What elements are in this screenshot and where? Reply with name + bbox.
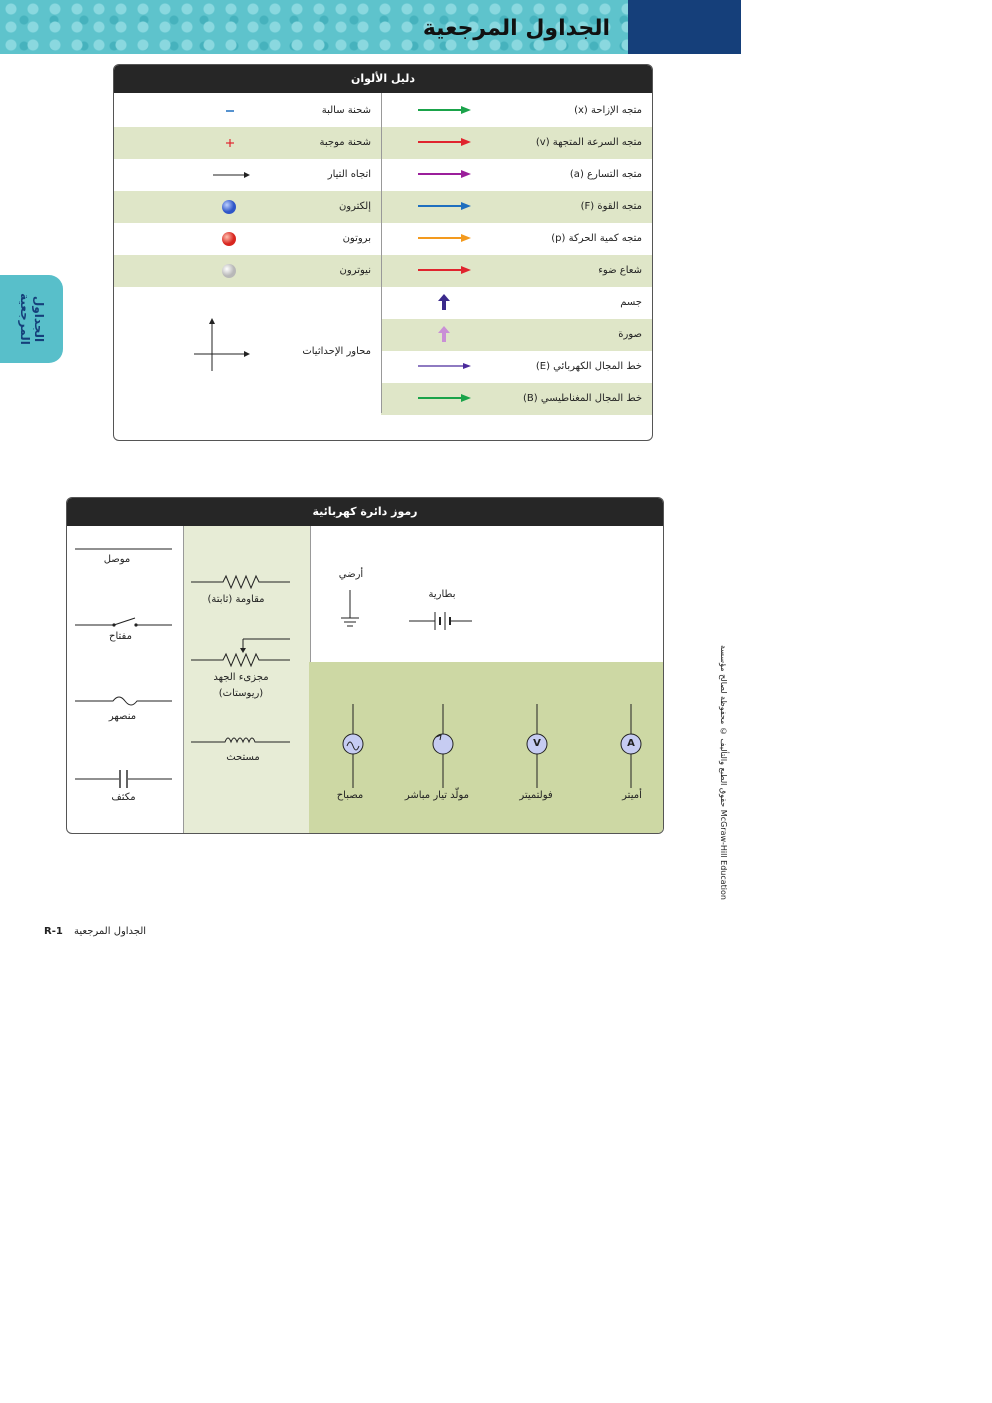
light-ray-arrow-icon: [417, 265, 473, 275]
color-guide-row: [381, 255, 652, 287]
side-tab[interactable]: [0, 275, 63, 363]
color-guide-label: متجه كمية الحركة (p): [551, 233, 642, 244]
force-arrow-icon: [417, 201, 473, 211]
voltmeter-letter: V: [533, 738, 541, 749]
ammeter-label: أميتر: [622, 790, 642, 801]
color-guide-label: جسم: [620, 297, 642, 308]
color-guide-row: [381, 319, 652, 351]
circuit-symbols-box: [66, 497, 664, 834]
color-guide-row: [114, 95, 381, 127]
page-footer: [44, 926, 146, 937]
color-guide-row: [381, 287, 652, 319]
battery-symbol-icon: [409, 610, 473, 632]
color-guide-label: شحنة سالبة: [321, 105, 371, 116]
footer-text: الجداول المرجعية: [74, 926, 147, 937]
color-guide-divider: [381, 93, 382, 413]
color-guide-label: متجه السرعة المتجهة (v): [535, 137, 642, 148]
current-direction-arrow-icon: [212, 170, 252, 180]
dc-generator-label: مولّد تيار مباشر: [404, 790, 469, 801]
voltmeter-label: فولتميتر: [519, 790, 553, 801]
color-guide-row: [114, 159, 381, 191]
color-guide-label: صورة: [618, 329, 642, 340]
capacitor-symbol-icon: [75, 769, 173, 789]
axes-label: محاور الإحداثيات: [302, 346, 371, 357]
color-guide-row: [114, 223, 381, 255]
conductor-label: موصل: [103, 554, 131, 565]
electron-sphere-icon: [221, 199, 237, 215]
lamp-label: مصباح: [336, 790, 364, 801]
resistor-label: مقاومة (ثابتة): [207, 594, 265, 605]
switch-label: مفتاح: [109, 631, 132, 642]
switch-symbol-icon: [75, 615, 173, 629]
capacitor-label: مكثف: [111, 792, 136, 803]
resistor-symbol-icon: [191, 574, 291, 590]
page-title: الجداول المرجعية: [422, 16, 610, 41]
acceleration-arrow-icon: [417, 169, 473, 179]
proton-sphere-icon: [221, 231, 237, 247]
neutron-sphere-icon: [221, 263, 237, 279]
plus-icon: [224, 137, 236, 149]
ground-symbol-icon: [341, 590, 359, 632]
color-guide-label: خط المجال المغناطيسي (B): [523, 393, 642, 404]
object-arrow-icon: [437, 293, 451, 311]
color-guide-label: شعاع ضوء: [598, 265, 642, 276]
potentiometer-symbol-icon: [191, 638, 291, 668]
minus-icon: [224, 106, 236, 116]
header-block: [628, 0, 741, 54]
momentum-arrow-icon: [417, 233, 473, 243]
side-tab-label: الجداول المرجعية: [18, 293, 46, 345]
color-guide-label: خط المجال الكهربائي (E): [535, 361, 642, 372]
inductor-label: مستحث: [226, 752, 260, 763]
copyright-notice: حقوق الطبع والتأليف © محفوظة لصالح مؤسسة McGraw-Hill Education: [719, 645, 728, 900]
color-guide-label: متجه التسارع (a): [569, 169, 642, 180]
color-guide-row: [381, 351, 652, 383]
inductor-symbol-icon: [191, 734, 291, 750]
color-guide-row: [114, 127, 381, 159]
color-guide-axes-cell: [114, 287, 381, 415]
color-guide-row: [381, 383, 652, 415]
color-guide-label: متجه الإزاحة (x): [574, 105, 642, 116]
color-guide-row: [381, 191, 652, 223]
fuse-symbol-icon: [75, 693, 173, 709]
battery-label: بطارية: [428, 589, 456, 600]
color-guide-box: [113, 64, 653, 441]
circuit-symbols-title: رموز دائرة كهربائية: [67, 498, 663, 526]
color-guide-label: نيوترون: [339, 265, 371, 276]
conductor-symbol-icon: [75, 547, 173, 551]
color-guide-row: [381, 127, 652, 159]
rheostat-label: (ريوستات): [218, 688, 264, 699]
displacement-arrow-icon: [417, 105, 473, 115]
color-guide-row: [114, 191, 381, 223]
image-arrow-icon: [437, 325, 451, 343]
color-guide-label: إلكترون: [338, 201, 371, 212]
fuse-label: منصهر: [108, 711, 137, 722]
coordinate-axes-icon: [192, 317, 252, 373]
magnetic-field-arrow-icon: [417, 393, 473, 403]
page-number: R-1: [44, 926, 63, 937]
electric-field-arrow-icon: [417, 361, 473, 371]
color-guide-row: [381, 95, 652, 127]
color-guide-label: بروتون: [342, 233, 371, 244]
dc-generator-symbol-icon: [431, 704, 455, 788]
ammeter-letter: A: [627, 738, 635, 749]
ground-label: أرضي: [338, 569, 364, 580]
color-guide-label: شحنة موجبة: [319, 137, 371, 148]
velocity-arrow-icon: [417, 137, 473, 147]
potentiometer-label: مجزىء الجهد: [213, 672, 269, 683]
color-guide-row: [114, 255, 381, 287]
lamp-symbol-icon: [341, 704, 365, 788]
color-guide-label: متجه القوة (F): [580, 201, 642, 212]
color-guide-row: [381, 223, 652, 255]
color-guide-row: [381, 159, 652, 191]
color-guide-title: دليل الألوان: [114, 65, 652, 93]
color-guide-label: اتجاه التيار: [327, 169, 371, 180]
